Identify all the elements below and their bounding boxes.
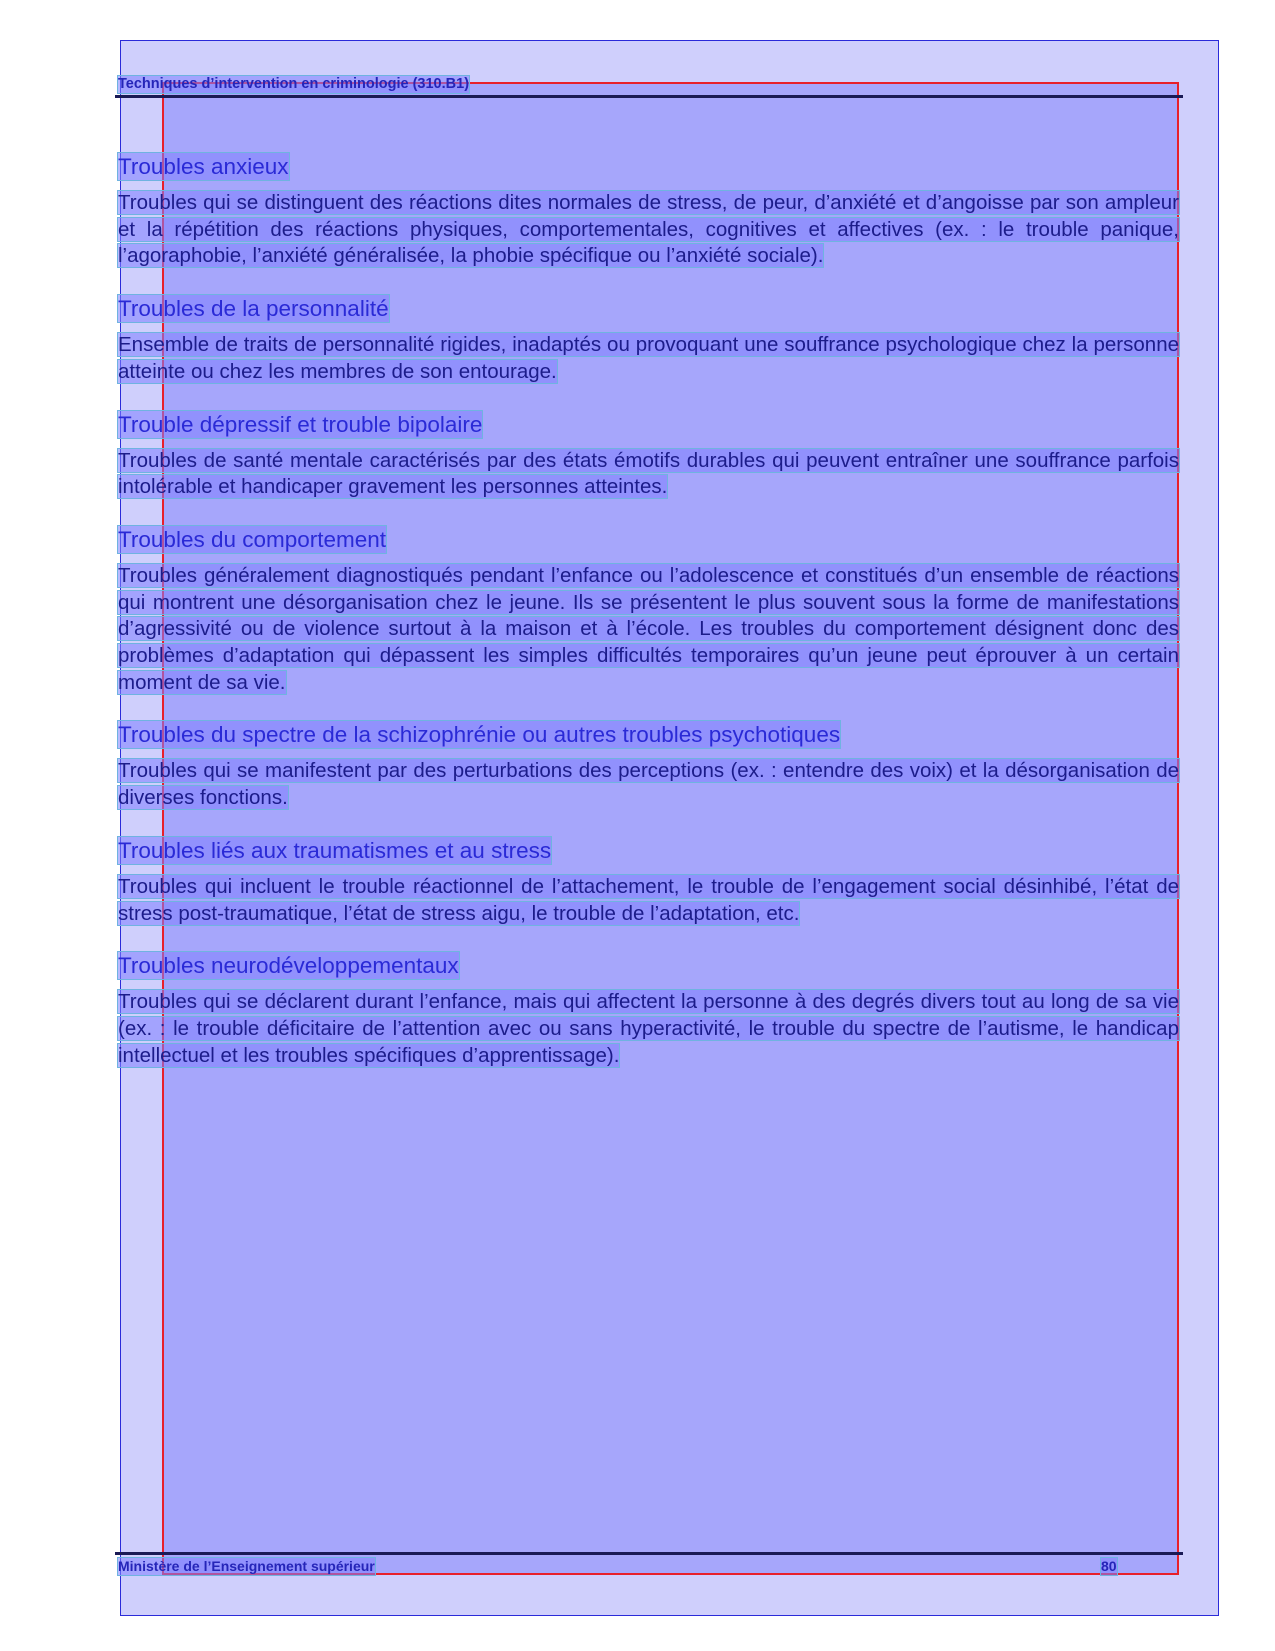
paragraph-text: Troubles qui se manifestent par des perturbations des perceptions (ex. : entendre des voix) et la désorganisation de diverses fonctions. [118, 759, 1179, 810]
section-paragraph [118, 758, 1179, 811]
paragraph-text: Troubles généralement diagnostiqués pendant l’enfance ou l’adolescence et constitués d’un ensemble de réactions qui montrent une désorganisation chez le jeune. Ils se présentent le plus souvent sous la forme de manifestations d’agressivité ou de violence surtout à la maison et à l’école. Les troubles du comportement désignent donc des problèmes d’adaptation qui dépassent les simples difficultés temporaires qu’un jeune peut éprouver à un certain moment de sa vie. [118, 563, 1179, 694]
section-depressif-bipolaire [118, 398, 1179, 501]
section-title: Troubles anxieux [118, 154, 289, 179]
section-paragraph [118, 874, 1179, 927]
paragraph-text: Troubles qui incluent le trouble réactionnel de l’attachement, le trouble de l’engagement social désinhibé, l’état de stress post-traumatique, l’état de stress aigu, le trouble de l’adaptation, etc. [118, 874, 1179, 925]
paragraph-text: Troubles qui se distinguent des réactions dites normales de stress, de peur, d’anxiété et d’angoisse par son ampleur et la répétition des réactions physiques, comportementales, cognitives et affectives (ex. : le trouble panique, l’agoraphobie, l’anxiété généralisée, la phobie spécifique ou l’anxiété sociale). [118, 191, 1179, 268]
section-schizophrenie [118, 708, 1179, 811]
section-title: Troubles du spectre de la schizophrénie ou autres troubles psychotiques [118, 722, 841, 748]
section-title: Troubles liés aux traumatismes et au stress [118, 837, 552, 863]
section-paragraph [118, 332, 1179, 385]
footer-rule [115, 1552, 1183, 1555]
section-traumatismes-stress [118, 824, 1179, 927]
section-paragraph [118, 448, 1179, 501]
section-neurodeveloppementaux [118, 939, 1179, 1069]
header-rule [115, 95, 1183, 98]
section-title: Troubles du comportement [118, 526, 387, 552]
section-paragraph [118, 190, 1179, 270]
section-title: Troubles neurodéveloppementaux [118, 953, 459, 979]
section-paragraph [118, 563, 1179, 697]
running-head: Techniques d’intervention en criminologie (310.B1) [118, 76, 470, 92]
section-title: Troubles de la personnalité [118, 296, 389, 322]
section-troubles-comportement [118, 513, 1179, 697]
section-paragraph [118, 989, 1179, 1069]
section-troubles-personnalite [118, 282, 1179, 385]
document-body [118, 140, 1179, 1081]
footer-publisher: Ministère de l’Enseignement supérieur [118, 1558, 375, 1574]
paragraph-text: Ensemble de traits de personnalité rigides, inadaptés ou provoquant une souffrance psychologique chez la personne atteinte ou chez les membres de son entourage. [118, 333, 1179, 383]
paragraph-text: Troubles de santé mentale caractérisés par des états émotifs durables qui peuvent entraîner une souffrance parfois intolérable et handicaper gravement les personnes atteintes. [118, 448, 1179, 499]
page-number: 80 [1101, 1558, 1117, 1574]
paragraph-text: Troubles qui se déclarent durant l’enfance, mais qui affectent la personne à des degrés divers tout au long de sa vie (ex. : le trouble déficitaire de l’attention avec ou sans hyperactivité, le trouble du spectre de l’autisme, le handicap intellectuel et les troubles spécifiques d’apprentissage). [118, 990, 1179, 1067]
section-troubles-anxieux [118, 140, 1179, 270]
section-title: Trouble dépressif et trouble bipolaire [118, 411, 483, 437]
